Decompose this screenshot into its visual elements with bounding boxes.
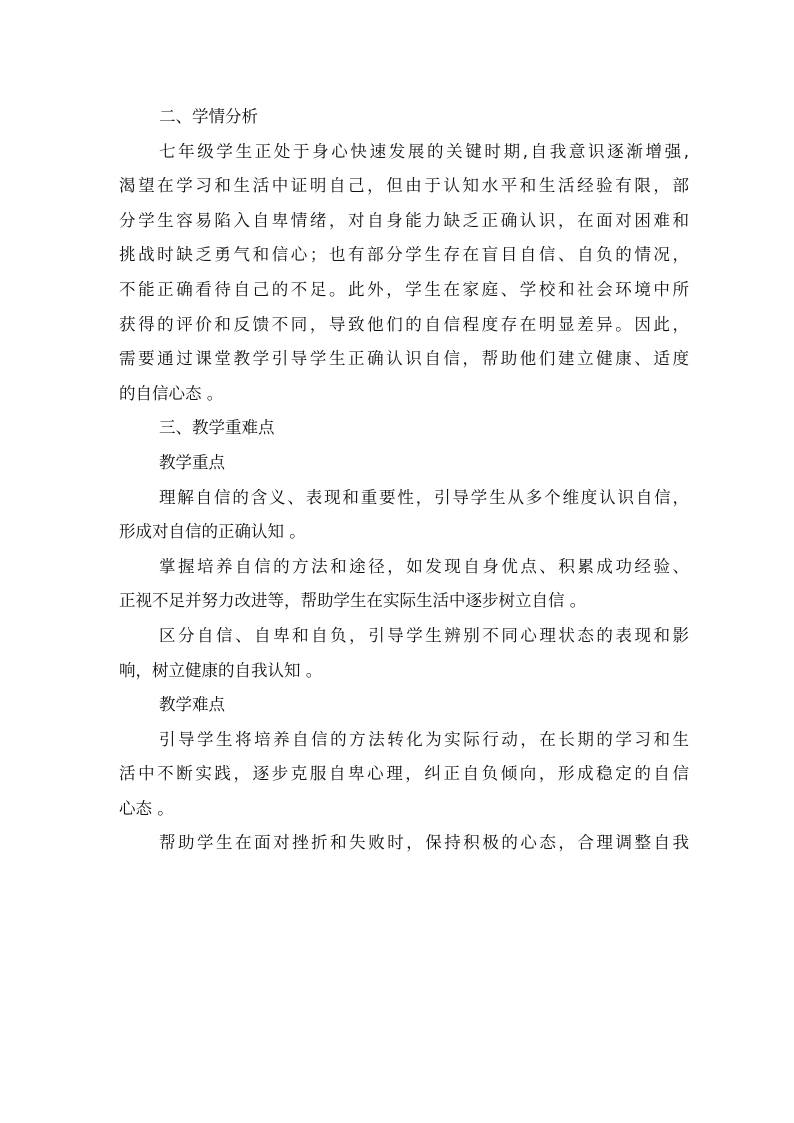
paragraph-line: 引导学生将培养自信的方法转化为实际行动，在长期的学习和生 (159, 729, 689, 749)
heading-learning-analysis: 二、学情分析 (159, 107, 258, 126)
subheading-key-points: 教学重点 (159, 452, 225, 472)
paragraph-line: 响，树立健康的自我认知 。 (119, 660, 323, 680)
subheading-difficult-points: 教学难点 (159, 695, 225, 715)
paragraph-line: 活中不断实践，逐步克服自卑心理，纠正自负倾向，形成稳定的自信 (119, 764, 689, 784)
paragraph-line: 帮助学生在面对挫折和失败时，保持积极的心态，合理调整自我 (159, 833, 689, 853)
paragraph-line: 形成对自信的正确认知 。 (119, 522, 306, 542)
paragraph-line: 渴望在学习和生活中证明自己，但由于认知水平和生活经验有限，部 (119, 176, 689, 196)
paragraph-line: 理解自信的含义、表现和重要性，引导学生从多个维度认识自信， (159, 487, 689, 507)
paragraph-line: 区分自信、自卑和自负，引导学生辨别不同心理状态的表现和影 (159, 625, 689, 645)
heading-key-difficult-points: 三、教学重难点 (159, 418, 275, 438)
paragraph-line: 正视不足并努力改进等，帮助学生在实际生活中逐步树立自信 。 (119, 591, 587, 611)
paragraph-line: 的自信心态 。 (119, 383, 224, 403)
paragraph-line: 掌握培养自信的方法和途径，如发现自身优点、积累成功经验、 (159, 556, 689, 576)
paragraph-line: 不能正确看待自己的不足。此外，学生在家庭、学校和社会环境中所 (119, 279, 689, 299)
paragraph-line: 七年级学生正处于身心快速发展的关键时期,自我意识逐渐增强, (159, 141, 689, 161)
paragraph-line: 分学生容易陷入自卑情绪，对自身能力缺乏正确认识，在面对困难和 (119, 210, 689, 230)
paragraph-line: 获得的评价和反馈不同，导致他们的自信程度存在明显差异。因此， (119, 314, 689, 334)
paragraph-line: 挑战时缺乏勇气和信心；也有部分学生存在盲目自信、自负的情况， (119, 245, 689, 265)
paragraph-line: 需要通过课堂教学引导学生正确认识自信，帮助他们建立健康、适度 (119, 349, 689, 369)
document-body (119, 100, 689, 861)
paragraph-line: 心态 。 (119, 798, 174, 818)
